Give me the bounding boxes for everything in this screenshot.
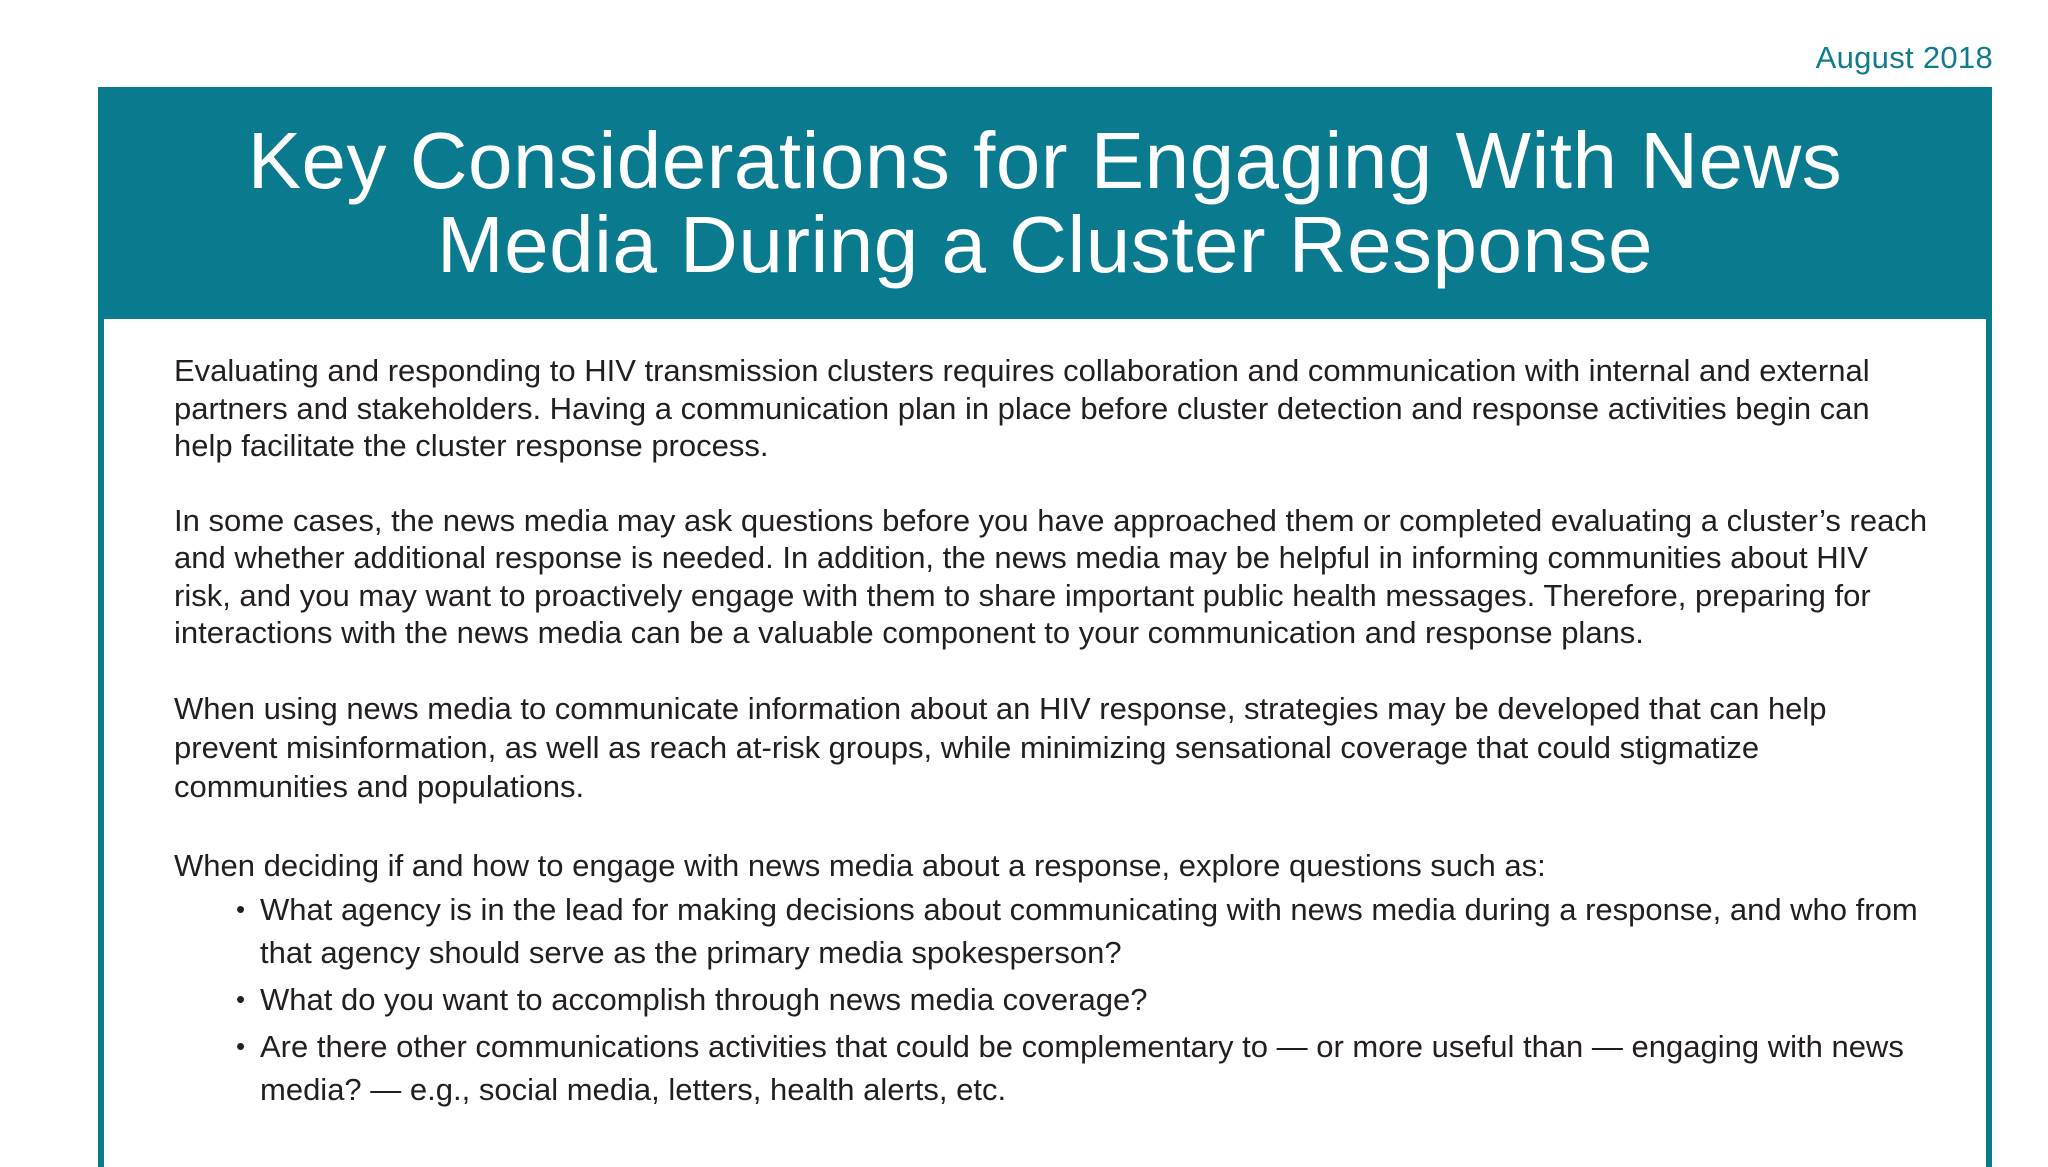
title-line-2: Media During a Cluster Response — [436, 200, 1654, 289]
strategies-paragraph: When using news media to communicate information about an HIV response, strategies may be developed that can help prevent misinformation, as well as reach at-risk groups, while minimizing sensational coverage that could stigmatize communities and populations. — [174, 690, 1827, 804]
intro-paragraph: Evaluating and responding to HIV transmission clusters requires collaboration and communication with internal and external partners and stakeholders. Having a communication plan in place before cluster detection and response activities begin can help facilitate the cluster response process. — [174, 353, 1870, 463]
questions-list — [174, 888, 1929, 1111]
list-item: • Are there other communications activities that could be complementary to — or more useful than — engaging with news media? — e.g., social media, letters, health alerts, etc. — [236, 1025, 1929, 1111]
document-date: August 2018 — [1815, 40, 1993, 75]
list-item: • What do you want to accomplish through news media coverage? — [236, 978, 1929, 1021]
questions-intro-paragraph: When deciding if and how to engage with news media about a response, explore questions such as: — [174, 847, 1546, 883]
document-title — [247, 116, 1843, 289]
news-media-paragraph: In some cases, the news media may ask questions before you have approached them or completed evaluating a cluster’s reach and whether additional response is needed. In addition, the news media may be helpful in informing communities about HIV risk, and you may want to proactively engage with them to share important public health messages. Therefore, preparing for interactions with the news media can be a valuable component to your communication and response plans. — [174, 502, 1928, 650]
list-item: • What agency is in the lead for making decisions about communicating with news media during a response, and who from that agency should serve as the primary media spokesperson? — [236, 888, 1929, 974]
title-banner — [98, 87, 1992, 319]
title-line-1: Key Considerations for Engaging With News — [247, 116, 1843, 205]
document-body — [174, 352, 1929, 1115]
